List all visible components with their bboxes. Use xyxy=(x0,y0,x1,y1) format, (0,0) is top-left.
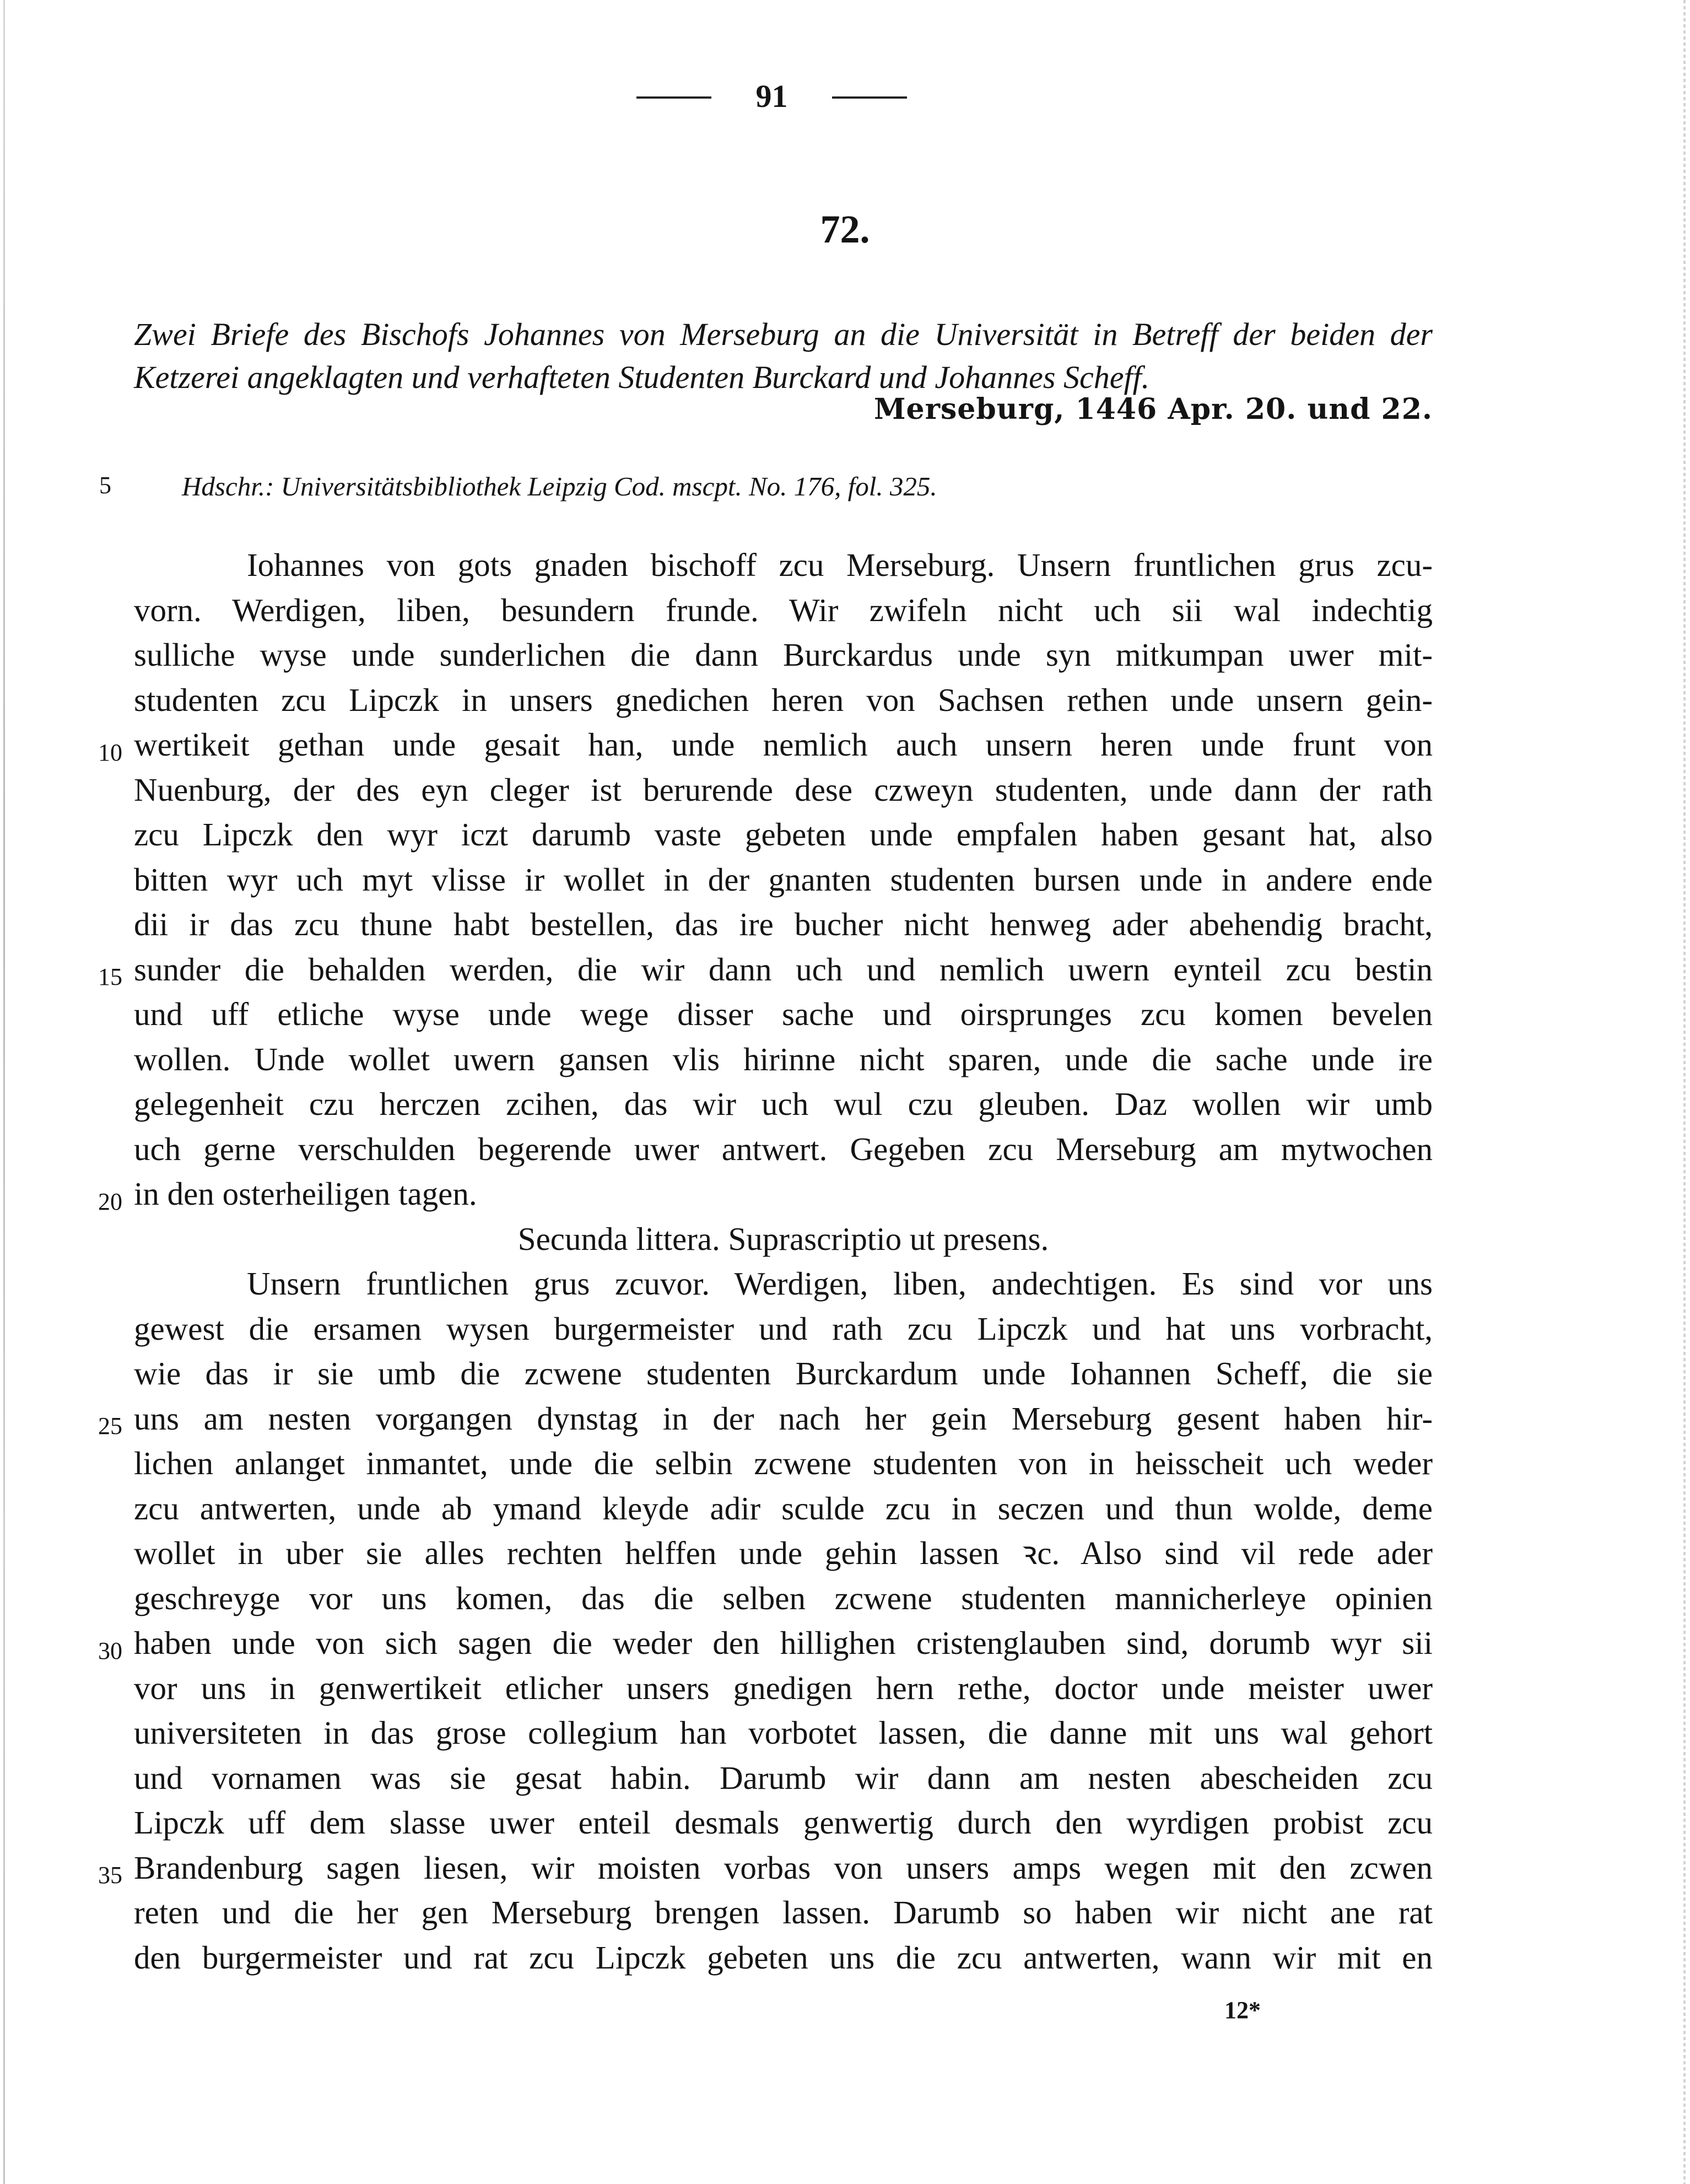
margin-line-numbers xyxy=(0,0,132,2184)
page-right-edge xyxy=(1683,0,1686,2184)
header-rule-right xyxy=(832,96,907,99)
header-rule-left xyxy=(636,96,711,99)
line-number: 15 xyxy=(98,963,122,990)
text-line: bitten wyr uch myt vlisse ir wollet in der gnanten studenten bursen unde in andere ende xyxy=(134,861,1433,898)
text-line: zcu antwerten, unde ab ymand kleyde adir sculde zcu in seczen und thun wolde, deme xyxy=(134,1490,1433,1527)
text-line: sulliche wyse unde sunderlichen die dann Burckardus unde syn mitkumpan uwer mit- xyxy=(134,637,1433,673)
text-line: in den osterheiligen tagen. xyxy=(134,1175,477,1212)
text-line: vorn. Werdigen, liben, besundern frunde. Wir zwifeln nicht uch sii wal indechtig xyxy=(134,591,1433,628)
source-line xyxy=(0,467,1690,506)
line-number: 20 xyxy=(98,1188,122,1215)
text-line: wertikeit gethan unde gesait han, unde nemlich auch unsern heren unde frunt von xyxy=(134,726,1433,763)
manuscript-source: Hdschr.: Universitätsbibliothek Leipzig Cod. mscpt. No. 176, fol. 325. xyxy=(182,471,937,501)
text-line: uns am nesten vorgangen dynstag in der nach her gein Merseburg gesent haben hir- xyxy=(134,1400,1433,1437)
page-number: 91 xyxy=(755,78,788,114)
text-line: Brandenburg sagen liesen, wir moisten vorbas von unsers amps wegen mit den zcwen xyxy=(134,1849,1433,1886)
text-line: Lipczk uff dem slasse uwer enteil desmals genwertig durch den wyrdigen probist zcu xyxy=(134,1804,1433,1841)
line-number: 10 xyxy=(98,739,122,766)
text-line: reten und die her gen Merseburg brengen lassen. Darumb so haben wir nicht ane rat xyxy=(134,1894,1433,1930)
text-line: studenten zcu Lipczk in unsers gnedichen heren von Sachsen rethen unde unsern gein- xyxy=(134,681,1433,718)
text-line: haben unde von sich sagen die weder den hillighen cristenglauben sind, dorumb wyr sii xyxy=(134,1625,1433,1661)
text-line: und uff etliche wyse unde wege disser sache und oirsprunges zcu komen bevelen xyxy=(134,996,1433,1032)
text-line: dii ir das zcu thune habt bestellen, das ire bucher nicht henweg ader abehendig bracht, xyxy=(134,906,1433,942)
text-line: geschreyge vor uns komen, das die selben zcwene studenten mannicherleye opinien xyxy=(134,1579,1433,1616)
text-line: wie das ir sie umb die zcwene studenten Burckardum unde Iohannen Scheff, die sie xyxy=(134,1355,1433,1392)
second-letter-heading: Secunda littera. Suprascriptio ut presens. xyxy=(517,1220,1049,1257)
text-line: gewest die ersamen wysen burgermeister und rath zcu Lipczk und hat uns vorbracht, xyxy=(134,1310,1433,1347)
text-line: den burgermeister und rat zcu Lipczk gebeten uns die zcu antwerten, wann wir mit en xyxy=(134,1939,1433,1976)
text-line: sunder die behalden werden, die wir dann uch und nemlich uwern eynteil zcu bestin xyxy=(134,951,1433,988)
line-number: 30 xyxy=(98,1637,122,1664)
signature-mark: 12* xyxy=(1224,1997,1261,2024)
text-line: gelegenheit czu herczen zcihen, das wir uch wul czu gleuben. Daz wollen wir umb xyxy=(134,1086,1433,1122)
regest-date-place: Merseburg, 1446 Apr. 20. und 22. xyxy=(873,392,1433,426)
text-line: Nuenburg, der des eyn cleger ist berurende dese czweyn studenten, unde dann der rath xyxy=(134,771,1433,808)
text-line: vor uns in genwertikeit etlicher unsers gnedigen hern rethe, doctor unde meister uwer xyxy=(134,1669,1433,1706)
text-line: Iohannes von gots gnaden bischoff zcu Merseburg. Unsern fruntlichen grus zcu- xyxy=(247,547,1433,583)
line-number: 25 xyxy=(98,1412,122,1439)
text-line: und vornamen was sie gesat habin. Darumb wir dann am nesten abescheiden zcu xyxy=(134,1759,1433,1796)
line-number: 35 xyxy=(98,1862,122,1889)
document-number: 72. xyxy=(820,207,870,251)
text-line: wollen. Unde wollet uwern gansen vlis hirinne nicht sparen, unde die sache unde ire xyxy=(134,1040,1433,1077)
regest-summary: Zwei Briefe des Bischofs Johannes von Merseburg an die Universität in Betreff der beiden der Ketzerei angeklagten und verhafteten Studenten Burckard und Johannes Scheff. xyxy=(134,316,1433,395)
letter-text xyxy=(134,543,1433,1980)
line-number: 5 xyxy=(99,472,111,499)
page-header xyxy=(0,72,1690,121)
text-line: Unsern fruntlichen grus zcuvor. Werdigen, liben, andechtigen. Es sind vor uns xyxy=(247,1265,1433,1302)
text-line: universiteten in das grose collegium han vorbotet lassen, die danne mit uns wal gehort xyxy=(134,1714,1433,1751)
text-line: lichen anlanget inmantet, unde die selbin zcwene studenten von in heisscheit uch weder xyxy=(134,1445,1433,1481)
text-line: uch gerne verschulden begerende uwer antwert. Gegeben zcu Merseburg am mytwochen xyxy=(134,1130,1433,1167)
text-line: wollet in uber sie alles rechten helffen unde gehin lassen ꝛc. Also sind vil rede ader xyxy=(134,1535,1433,1571)
text-line: zcu Lipczk den wyr iczt darumb vaste gebeten unde empfalen haben gesant hat, also xyxy=(134,816,1433,853)
